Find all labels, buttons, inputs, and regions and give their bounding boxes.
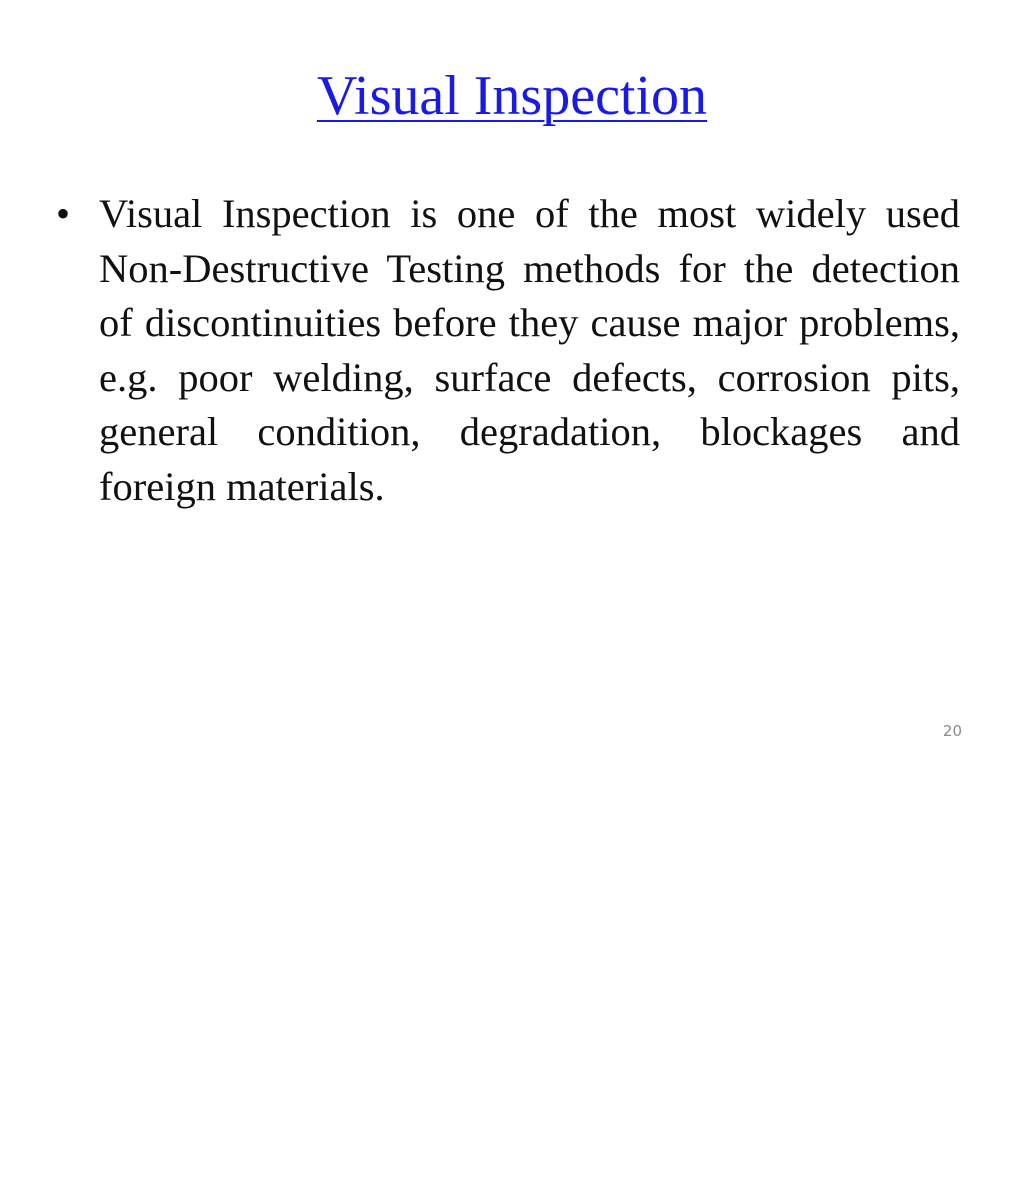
bullet-item (56, 187, 960, 514)
bullet-marker: • (56, 191, 71, 236)
bullet-list (56, 187, 960, 514)
page-number: 20 (942, 722, 962, 740)
slide-title: Visual Inspection (316, 65, 708, 127)
bullet-text: Visual Inspection is one of the most widely used Non-Destructive Testing methods for the detection of discontinuities before they cause major problems, e.g. poor welding, surface defects, corrosion pits, general condition, degradation, blockages and foreign materials. (99, 191, 960, 509)
